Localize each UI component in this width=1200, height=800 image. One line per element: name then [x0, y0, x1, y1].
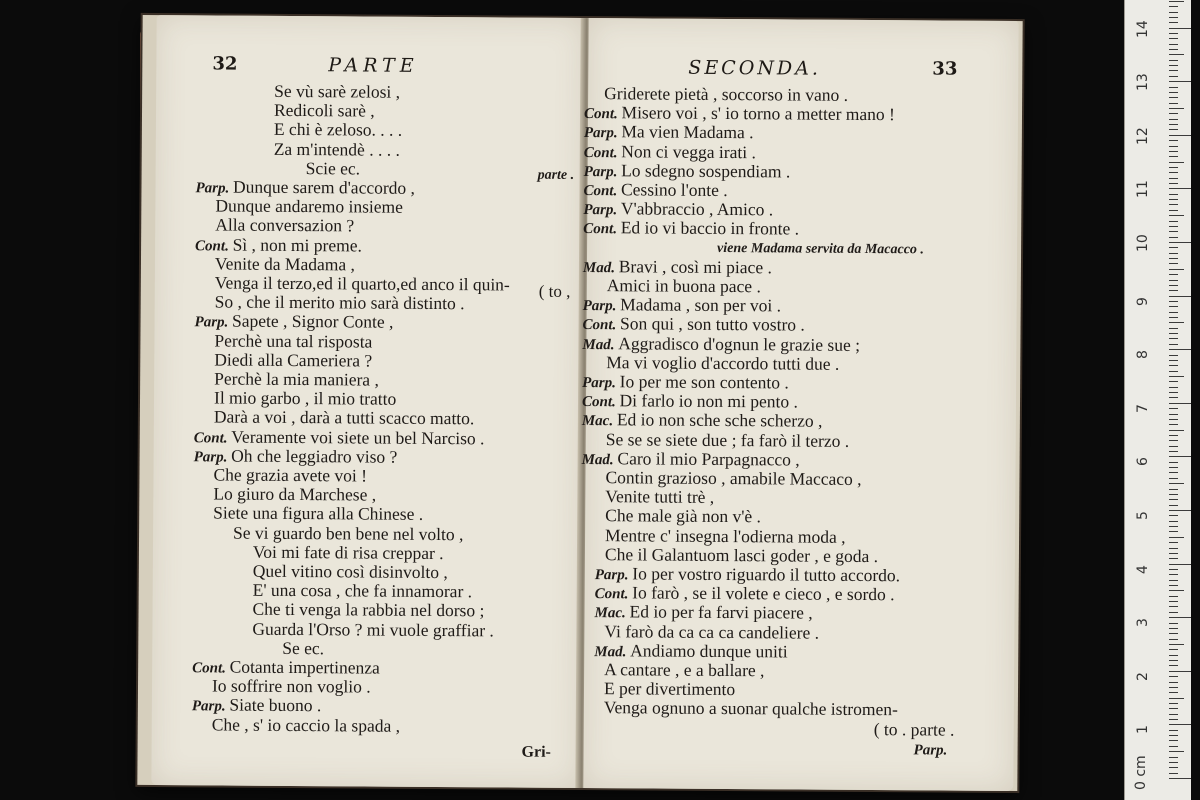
ruler-tick	[1169, 258, 1178, 259]
speaker-label: Cont.	[594, 586, 633, 603]
ruler-tick	[1169, 204, 1178, 205]
text-line: E' una cosa , che fa innamorar .	[252, 579, 473, 602]
ruler-tick	[1169, 714, 1178, 715]
ruler-tick	[1169, 601, 1178, 602]
ruler-tick	[1169, 462, 1178, 463]
text-line: Dunque andaremo insieme	[215, 195, 404, 217]
ruler-tick	[1169, 521, 1178, 522]
ruler-tick	[1169, 328, 1178, 329]
ruler-tick	[1169, 119, 1178, 120]
text-line: Venite tutti trè ,	[605, 486, 715, 508]
ruler-tick	[1169, 381, 1178, 382]
line-text: Bravi , così mi piace .	[618, 256, 772, 278]
measuring-ruler	[1124, 0, 1191, 800]
ruler-tick	[1169, 505, 1178, 506]
ruler-tick	[1169, 537, 1184, 538]
ruler-tick	[1169, 285, 1178, 286]
text-line: Venite da Madama ,	[214, 253, 355, 275]
text-line: Za m'intendè . . . .	[273, 138, 400, 160]
line-text: V'abbraccio , Amico .	[620, 198, 774, 220]
ruler-tick	[1169, 472, 1178, 473]
line-text: Son qui , son tutto vostro .	[620, 313, 805, 335]
text-line: Alla conversazion ?	[215, 214, 355, 236]
ruler-tick	[1169, 435, 1178, 436]
ruler-tick	[1169, 617, 1191, 618]
ruler-tick	[1169, 633, 1178, 634]
line-text: Veramente voi siete un bel Narciso .	[231, 426, 485, 448]
line-text: Io farò , se il volete e cieco , e sordo .	[632, 582, 895, 605]
ruler-tick	[1169, 542, 1178, 543]
speaker-label: Parp.	[583, 125, 622, 142]
ruler-tick	[1169, 194, 1178, 195]
line-text: Cotanta impertinenza	[229, 656, 380, 678]
ruler-tick	[1169, 371, 1178, 372]
ruler-tick	[1169, 44, 1178, 45]
ruler-tick	[1169, 12, 1178, 13]
speaker-label: Parp.	[582, 375, 620, 392]
ruler-tick	[1169, 526, 1178, 527]
right-page-header: SECONDA.	[688, 56, 822, 80]
ruler-tick	[1169, 81, 1191, 82]
ruler-tick	[1169, 778, 1191, 779]
ruler-tick	[1169, 156, 1178, 157]
text-line: Io soffrire non voglio .	[211, 675, 371, 697]
ruler-number: 2	[1135, 671, 1151, 681]
line-text: Cessino l'onte .	[620, 179, 728, 201]
speaker-label: Mad.	[581, 451, 618, 469]
ruler-tick	[1169, 585, 1178, 586]
ruler-tick	[1169, 22, 1178, 23]
speaker-label: Mac.	[594, 605, 630, 622]
line-text: Ed io non sche sche scherzo ,	[616, 409, 823, 432]
speaker-label: Mac.	[581, 413, 617, 430]
margin-note: ( to ,	[538, 281, 571, 301]
ruler-tick	[1169, 312, 1178, 313]
ruler-tick	[1169, 338, 1178, 339]
ruler-tick	[1169, 237, 1178, 238]
left-page	[151, 15, 584, 788]
line-text: Siate buono .	[229, 694, 322, 716]
ruler-tick	[1169, 360, 1178, 361]
ruler-number: 5	[1135, 511, 1151, 520]
line-text: Lo sdegno sospendiam .	[621, 160, 791, 182]
ruler-tick	[1169, 531, 1178, 532]
text-line: Siete una figura alla Chinese .	[213, 502, 424, 525]
ruler-tick	[1169, 140, 1178, 141]
ruler-tick	[1169, 317, 1178, 318]
ruler-tick	[1169, 167, 1178, 168]
ruler-tick	[1169, 38, 1178, 39]
ruler-tick	[1169, 724, 1191, 725]
ruler-tick	[1169, 33, 1178, 34]
ruler-number: 9	[1135, 296, 1151, 306]
ruler-tick	[1169, 665, 1178, 666]
left-page-header: PARTE	[328, 54, 419, 77]
ruler-tick	[1169, 129, 1178, 130]
ruler-tick	[1169, 649, 1178, 650]
ruler-tick	[1169, 773, 1178, 774]
ruler-tick	[1169, 151, 1178, 152]
margin-note: parte .	[537, 167, 575, 183]
text-line: Griderete pietà , soccorso in vano .	[604, 83, 849, 105]
text-line: Se ec.	[282, 637, 325, 659]
speaker-label: Cont.	[583, 183, 622, 200]
ruler-number: 10	[1135, 234, 1151, 252]
text-line: Scie ec.	[305, 157, 361, 179]
ruler-tick	[1169, 698, 1184, 699]
text-line: Se vù sarè zelosi ,	[274, 80, 401, 102]
line-text: Andiamo dunque uniti	[630, 640, 788, 662]
ruler-tick	[1169, 644, 1184, 645]
line-text: Sì , non mi preme.	[232, 234, 362, 256]
ruler-tick	[1169, 762, 1178, 763]
ruler-tick	[1169, 215, 1184, 216]
ruler-tick	[1169, 671, 1191, 672]
ruler-tick	[1169, 231, 1178, 232]
ruler-tick	[1169, 76, 1178, 77]
ruler-tick	[1169, 676, 1178, 677]
speaker-label: Parp.	[913, 742, 948, 759]
ruler-tick	[1169, 639, 1178, 640]
speaker-label: Cont.	[192, 660, 230, 677]
speaker-label: Parp.	[594, 567, 633, 584]
line-text: Aggradisco d'ognun le grazie sue ;	[618, 332, 861, 355]
line-text: Caro il mio Parpagnacco ,	[617, 448, 800, 470]
ruler-tick	[1169, 569, 1178, 570]
right-page-number: 33	[932, 58, 958, 80]
ruler-tick	[1169, 97, 1178, 98]
text-line: Amici in buona pace .	[606, 275, 761, 297]
ruler-unit-label: 0 cm	[1133, 755, 1149, 790]
speaker-label: Parp.	[195, 180, 234, 197]
ruler-tick	[1169, 135, 1191, 136]
ruler-tick	[1169, 333, 1178, 334]
text-line: Lo giuro da Marchese ,	[213, 483, 377, 505]
ruler-tick	[1169, 510, 1191, 511]
text-line: E chi è zeloso. . . .	[273, 119, 403, 141]
text-line: Voi mi fate di risa creppar .	[252, 541, 444, 563]
ruler-tick	[1169, 344, 1178, 345]
ruler-tick	[1169, 606, 1178, 607]
right-page-text	[581, 83, 1018, 759]
ruler-tick	[1169, 172, 1178, 173]
ruler-tick	[1169, 280, 1178, 281]
text-line: Contin grazioso , amabile Maccaco ,	[605, 467, 862, 489]
ruler-tick	[1169, 558, 1178, 559]
ruler-tick	[1169, 103, 1178, 104]
text-line: E per divertimento	[603, 678, 736, 700]
text-line	[583, 218, 799, 241]
ruler-tick	[1169, 408, 1178, 409]
text-line: ( to . parte .	[873, 718, 955, 740]
ruler-tick	[1169, 414, 1178, 415]
ruler-tick	[1169, 489, 1178, 490]
ruler-tick	[1169, 296, 1191, 297]
speaker-label: Mad.	[594, 643, 631, 661]
ruler-tick	[1169, 199, 1178, 200]
ruler-tick	[1169, 499, 1178, 500]
ruler-tick	[1169, 564, 1191, 565]
ruler-number: 13	[1135, 73, 1151, 92]
line-text: Dunque sarem d'accordo ,	[232, 176, 416, 198]
ruler-tick	[1169, 467, 1178, 468]
ruler-tick	[1169, 446, 1178, 447]
speaker-label: Cont.	[583, 106, 622, 123]
ruler-tick	[1169, 574, 1178, 575]
ruler-tick	[1169, 210, 1178, 211]
ruler-tick	[1169, 424, 1178, 425]
ruler-tick	[1169, 515, 1178, 516]
speaker-label: Mad.	[582, 336, 619, 353]
text-line: Che male già non v'è .	[605, 505, 762, 527]
ruler-tick	[1169, 162, 1184, 163]
ruler-tick	[1169, 355, 1178, 356]
ruler-tick	[1169, 87, 1178, 88]
ruler-tick	[1169, 708, 1178, 709]
text-line: Se se se siete due ; fa farò il terzo .	[605, 428, 850, 451]
text-line: Se vi guardo ben bene nel volto ,	[233, 522, 464, 544]
ruler-tick	[1169, 596, 1178, 597]
ruler-tick	[1169, 612, 1178, 613]
speaker-label: Parp.	[583, 163, 622, 181]
text-line: Mentre c' insegna l'odierna moda ,	[605, 524, 846, 547]
text-line: Perchè una tal risposta	[214, 330, 373, 352]
text-line: Guarda l'Orso ? mi vuole graffiar .	[252, 618, 494, 640]
ruler-tick	[1169, 322, 1184, 323]
ruler-number: 7	[1135, 403, 1151, 413]
line-text: Misero voi , s' io torno a metter mano !	[621, 102, 895, 125]
ruler-tick	[1169, 580, 1178, 581]
ruler-tick	[1169, 655, 1178, 656]
ruler-number: 1	[1135, 725, 1151, 735]
ruler-tick	[1169, 178, 1178, 179]
speaker-label: Cont.	[582, 317, 621, 334]
text-line: Venga ognuno a suonar qualche istromen-	[603, 697, 898, 720]
text-line: Venga il terzo,ed il quarto,ed anco il quin-	[214, 272, 510, 295]
speaker-label: Parp.	[191, 698, 230, 715]
text-line: Che il Galantuom lasci goder , e goda .	[604, 543, 879, 566]
ruler-tick	[1169, 456, 1191, 457]
ruler-tick	[1169, 397, 1178, 398]
line-text: Ed io per fa farvi piacere ,	[629, 601, 813, 624]
line-text: Sapete , Signor Conte ,	[231, 310, 394, 333]
ruler-tick	[1169, 124, 1178, 125]
text-line: Perchè la mia maniera ,	[214, 368, 379, 390]
ruler-tick	[1169, 553, 1178, 554]
ruler-tick	[1169, 590, 1184, 591]
ruler-tick	[1169, 226, 1178, 227]
ruler-tick	[1169, 628, 1178, 629]
ruler-tick	[1169, 735, 1178, 736]
ruler-number: 14	[1135, 19, 1151, 38]
text-line: viene Madama servita da Macacco .	[717, 240, 924, 257]
ruler-tick	[1169, 6, 1178, 7]
ruler-tick	[1169, 253, 1178, 254]
ruler-tick	[1169, 623, 1178, 624]
ruler-tick	[1169, 263, 1178, 264]
ruler-tick	[1169, 403, 1191, 404]
ruler-tick	[1169, 108, 1184, 109]
speaker-label: Mad.	[582, 259, 619, 277]
ruler-tick	[1169, 387, 1178, 388]
ruler-number: 4	[1135, 564, 1151, 574]
text-line: Che grazia avete voi !	[213, 464, 368, 486]
ruler-tick	[1169, 274, 1178, 275]
ruler-tick	[1169, 692, 1178, 693]
speaker-label: Cont.	[195, 237, 233, 255]
ruler-tick	[1169, 113, 1178, 114]
ruler-tick	[1169, 301, 1178, 302]
line-text: Io per me son contento .	[619, 371, 789, 393]
ruler-tick	[1169, 28, 1191, 29]
text-line: Che , s' io caccio la spada ,	[211, 714, 401, 736]
ruler-tick	[1169, 1, 1184, 2]
ruler-tick	[1169, 494, 1178, 495]
ruler-tick	[1169, 183, 1178, 184]
catchword: Gri-	[521, 743, 551, 761]
line-text: Oh che leggiadro viso ?	[231, 445, 398, 467]
ruler-tick	[1169, 188, 1191, 189]
ruler-tick	[1169, 92, 1178, 93]
ruler-tick	[1169, 660, 1178, 661]
ruler-tick	[1169, 221, 1178, 222]
ruler-tick	[1169, 740, 1178, 741]
ruler-tick	[1169, 548, 1178, 549]
speaker-label: Parp.	[583, 202, 621, 219]
ruler-number: 8	[1135, 350, 1151, 360]
ruler-tick	[1169, 392, 1178, 393]
open-book	[137, 15, 1022, 791]
ruler-tick	[1169, 767, 1178, 768]
speaker-label: Cont.	[193, 429, 232, 447]
speaker-label: Parp.	[193, 449, 232, 466]
ruler-tick	[1169, 430, 1184, 431]
line-text: Non ci vegga irati .	[621, 140, 756, 162]
ruler-number: 3	[1135, 618, 1151, 628]
line-text: Ma vien Madama .	[621, 121, 754, 143]
ruler-tick	[1169, 306, 1178, 307]
ruler-tick	[1169, 730, 1178, 731]
ruler-tick	[1169, 483, 1184, 484]
ruler-tick	[1169, 247, 1178, 248]
ruler-tick	[1169, 70, 1178, 71]
speaker-label: Parp.	[582, 298, 621, 315]
text-line: Ma vi voglio d'accordo tutti due .	[606, 351, 840, 374]
speaker-label: Cont.	[583, 144, 622, 161]
ruler-tick	[1169, 746, 1178, 747]
line-text: Madama , son per voi .	[620, 294, 782, 316]
ruler-tick	[1169, 376, 1184, 377]
text-line: So , che il merito mio sarà distinto .	[214, 291, 465, 314]
ruler-tick	[1169, 54, 1184, 55]
ruler-number: 11	[1135, 180, 1151, 199]
ruler-tick	[1169, 365, 1178, 366]
ruler-tick	[1169, 478, 1178, 479]
line-text: Io per vostro riguardo il tutto accordo.	[632, 563, 901, 586]
ruler-tick	[1169, 451, 1178, 452]
ruler-number: 6	[1135, 457, 1151, 467]
text-line: Quel vitino così disinvolto ,	[252, 560, 448, 583]
ruler-tick	[1169, 290, 1178, 291]
text-line: Vi farò da ca ca ca candeliere .	[604, 620, 820, 643]
ruler-tick	[1169, 757, 1178, 758]
ruler-number: 12	[1135, 126, 1151, 145]
text-line	[914, 739, 948, 760]
ruler-tick	[1169, 440, 1178, 441]
speaker-label: Cont.	[583, 221, 621, 238]
ruler-tick	[1169, 242, 1191, 243]
speaker-label: Parp.	[194, 314, 233, 331]
ruler-tick	[1169, 682, 1178, 683]
text-line: Redicoli sarè ,	[273, 100, 375, 121]
ruler-tick	[1169, 751, 1184, 752]
ruler-tick	[1169, 17, 1178, 18]
left-page-number: 32	[212, 53, 238, 75]
text-line: Diedi alla Cameriera ?	[214, 349, 373, 371]
text-line: A cantare , e a ballare ,	[604, 659, 765, 681]
ruler-tick	[1169, 65, 1178, 66]
speaker-label: Cont.	[581, 394, 620, 411]
ruler-tick	[1169, 349, 1191, 350]
ruler-tick	[1169, 49, 1178, 50]
ruler-tick	[1169, 269, 1184, 270]
right-page	[583, 18, 1018, 791]
line-text: Di farlo io non mi pento .	[619, 390, 798, 412]
ruler-tick	[1169, 419, 1178, 420]
ruler-tick	[1169, 687, 1178, 688]
text-line: Il mio garbo , il mio tratto	[213, 387, 397, 409]
text-line: Che ti venga la rabbia nel dorso ;	[252, 599, 485, 621]
ruler-tick	[1169, 60, 1178, 61]
ruler-tick	[1169, 703, 1178, 704]
ruler-tick	[1169, 146, 1178, 147]
text-line: Darà a voi , darà a tutti scacco matto.	[213, 406, 475, 429]
line-text: Ed io vi baccio in fronte .	[620, 217, 800, 239]
ruler-tick	[1169, 719, 1178, 720]
